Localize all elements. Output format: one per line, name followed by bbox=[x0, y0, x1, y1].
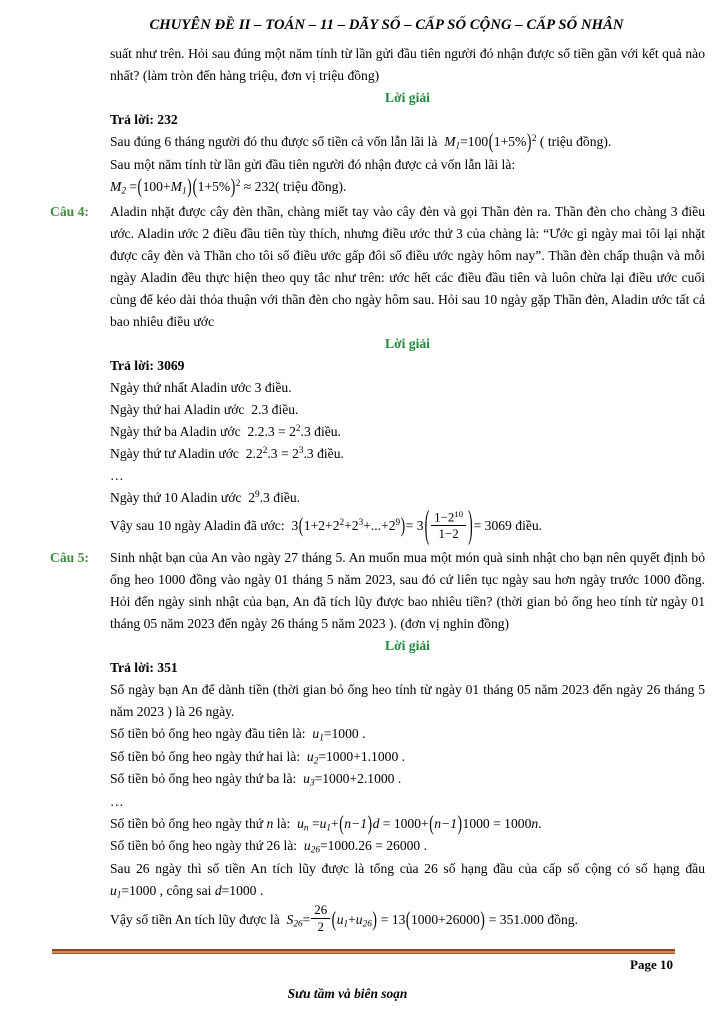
cau-4-day-3-unit: điều. bbox=[314, 424, 341, 440]
cau-5-u1 bbox=[50, 723, 705, 746]
cau-4-day-2 bbox=[50, 399, 705, 421]
cau-5-un bbox=[50, 813, 705, 836]
cau-5-un-text: Số tiền bỏ ống heo ngày thứ bbox=[110, 815, 264, 831]
cau-4-day-2-text: Ngày thứ hai Aladin ước bbox=[110, 402, 245, 418]
cau-5-ellipsis: … bbox=[110, 793, 126, 809]
cau-4-day-4-text: Ngày thứ tư Aladin ước bbox=[110, 446, 239, 462]
cau-4-day-3-text: Ngày thứ ba Aladin ước bbox=[110, 424, 241, 440]
cau-5-u3-text: Số tiền bỏ ống heo ngày thứ ba là: bbox=[110, 771, 297, 787]
cau-5-u1-text: Số tiền bỏ ống heo ngày đầu tiên là: bbox=[110, 726, 306, 742]
cau-4-ellipsis: … bbox=[110, 468, 126, 484]
cau-5-u2-text: Số tiền bỏ ống heo ngày thứ hai là: bbox=[110, 748, 301, 764]
cau-5-u3-formula: $u_3=1000+2.1000$ . bbox=[303, 771, 402, 788]
cau-5-sum-line bbox=[50, 858, 705, 903]
cau-4-day-10-formula: $2^9.3$ bbox=[248, 489, 270, 506]
cau-4-day-3 bbox=[50, 421, 705, 443]
cau3-solution-line-3 bbox=[50, 176, 705, 199]
cau-5-u1-formula: $u_1=1000$ . bbox=[312, 726, 366, 743]
cau-4-day-10-unit: điều. bbox=[273, 490, 301, 506]
page-number: Page 10 bbox=[630, 957, 673, 972]
cau-4-fraction: $\frac{1-2^{10}}{1-2}$ bbox=[431, 509, 466, 542]
footer-credit: Sưu tầm và biên soạn bbox=[287, 986, 408, 1001]
cau-5-un-formula: $u_n =u_1+(n-1)d = 1000+(n-1)1000 = 1000n$. bbox=[297, 811, 542, 835]
cau-5-u3 bbox=[50, 768, 705, 791]
cau-5-final-formula: $S_{26}=$ $\frac{26}{2}$ $(u_1+u_{26}) = 13(1000+26000) = 351.000$ đồng. bbox=[286, 901, 578, 934]
cau-5-u2-formula: $u_2=1000+1.1000$ . bbox=[306, 748, 406, 766]
cau-5-un-mid: là: bbox=[276, 815, 291, 831]
cau-4-answer: Trả lời: 3069 bbox=[110, 358, 185, 374]
cau-5-u26-formula: $u_{26}=1000.26 = 26000$ . bbox=[303, 838, 428, 856]
question-block-cau-4 bbox=[50, 201, 705, 333]
cau-4-day-10-text: Ngày thứ 10 Aladin ước bbox=[110, 490, 242, 506]
cau-4-day-4-unit: điều. bbox=[317, 446, 344, 462]
cau-5-answer: Trả lời: 351 bbox=[110, 660, 178, 676]
cau-5-un-var-n: n bbox=[266, 815, 274, 831]
cau-5-u26-text: Số tiền bỏ ống heo ngày thứ 26 là: bbox=[110, 838, 298, 854]
cau-5-line-1: Số ngày bạn An để dành tiền (thời gian bỏ ống heo tính từ ngày 01 tháng 05 năm 2023 đến ngày 26 tháng 5 năm 2023 ) là 26 ngày. bbox=[110, 682, 705, 720]
cau3-solution-line-2: Sau một năm tính từ lần gửi đầu tiên người đó nhận được cả vốn lẫn lãi là: bbox=[110, 156, 516, 172]
cau-4-day-2-unit: điều. bbox=[271, 402, 299, 418]
cau-4-day-3-formula: $2.2.3 = 2^2.3$ bbox=[247, 423, 311, 440]
loigiai-heading-3: Lời giải bbox=[385, 638, 430, 654]
cau-4-final-line bbox=[50, 502, 705, 547]
cau-4-day-2-formula: 2.3 bbox=[251, 402, 269, 418]
cau3-question-tail: suất như trên. Hỏi sau đúng một năm tính từ lần gửi đầu tiên người đó nhận được số tiền gần với kết quả nào nhất? (làm tròn đến hàng triệu, đơn vị triệu đồng) bbox=[110, 46, 705, 84]
loigiai-heading-2: Lời giải bbox=[385, 336, 430, 352]
cau-4-final-formula: $3(1+2+2^2+2^3+...+2^9)= 3$( $\frac{1-2^{10}}{1-2}$ )= 3069 bbox=[291, 502, 512, 547]
cau-5-u26 bbox=[50, 835, 705, 858]
document-content bbox=[0, 34, 725, 937]
cau3-sol-text-1: Sau đúng 6 tháng người đó thu được số tiền cả vốn lẫn lãi là bbox=[110, 134, 438, 150]
cau-4-final-text: Vậy sau 10 ngày Aladin đã ước: bbox=[110, 518, 285, 534]
cau-4-label: Câu 4: bbox=[50, 204, 89, 220]
cau-5-final-line bbox=[50, 903, 705, 938]
cau-5-fraction: $\frac{26}{2}$ bbox=[311, 903, 330, 934]
page-title: CHUYÊN ĐỀ II – TOÁN – 11 – DÃY SỐ – CẤP SỐ CỘNG – CẤP SỐ NHÂN bbox=[149, 17, 624, 33]
cau-4-text: Aladin nhặt được cây đèn thần, chàng miết tay vào cây đèn và gọi Thần đèn ra. Thần đèn cho chàng 3 điều ước. Aladin ước 2 điều đầu tiên tùy thích, nhưng điều ước thứ 3 của chàng là: “Ước gì ngày mai tôi lại nhặt được cây đèn và Thần cho tôi số điều ước gấp đôi số điều ước ngày hôm nay”. Thần đèn chấp thuận và mỗi ngày Aladin đều thực hiện theo quy tắc như trên: ước hết các điều đầu tiên và luôn chừa lại điều ước cuối cùng để kéo dài thỏa thuận với thần đèn cho ngày hôm sau. Hỏi sau 10 ngày gặp Thần đèn, Aladin ước tất cả bao nhiêu điều ước bbox=[110, 204, 705, 330]
cau-5-u2 bbox=[50, 746, 705, 769]
cau-5-text: Sinh nhật bạn của An vào ngày 27 tháng 5. An muốn mua một món quà sinh nhật cho bạn nên quyết định bỏ ống heo 1000 đồng vào ngày 01 tháng 5 năm 2023, sau đó cứ liên tục ngày sau hơn ngày trước 1000 đồng. Hỏi đến ngày sinh nhật của bạn, An đã tích lũy được bao nhiêu tiền? (thời gian bỏ ống heo tính từ ngày 01 tháng 05 năm 2023 đến ngày 26 tháng 5 năm 2023 ). (đơn vị nghin đồng) bbox=[110, 550, 705, 632]
cau3-formula-M2: $M_2 =(100+M_1)(1+5\%)^2 \approx 232$( triệu đồng). bbox=[110, 174, 347, 198]
cau-4-final-unit: điều. bbox=[515, 518, 543, 534]
cau-4-day-10 bbox=[50, 487, 705, 509]
cau-4-day-4-formula: $2.2^2.3 = 2^3.3$ bbox=[245, 445, 314, 462]
loigiai-heading-1: Lời giải bbox=[385, 90, 430, 106]
cau-5-label: Câu 5: bbox=[50, 550, 89, 566]
cau-5-sum-u1: $u_1=1000$ , công sai d=1000 . bbox=[110, 883, 264, 900]
cau3-formula-M1: $M_1=100(1+5\%)^2$ ( triệu đồng). bbox=[444, 129, 612, 153]
cau3-solution-line-1 bbox=[50, 131, 705, 154]
cau-5-sum-text: Sau 26 ngày thì số tiền An tích lũy được là tổng của 26 số hạng đầu của cấp số cộng có số hạng đầu bbox=[110, 861, 705, 877]
page-footer bbox=[0, 949, 725, 1024]
question-block-cau-5 bbox=[50, 547, 705, 635]
cau-4-day-4 bbox=[50, 443, 705, 465]
cau3-answer: Trả lời: 232 bbox=[110, 112, 178, 128]
cau-4-day-1: Ngày thứ nhất Aladin ước 3 điều. bbox=[110, 380, 292, 396]
cau-5-final-text: Vậy số tiền An tích lũy được là bbox=[110, 911, 280, 927]
